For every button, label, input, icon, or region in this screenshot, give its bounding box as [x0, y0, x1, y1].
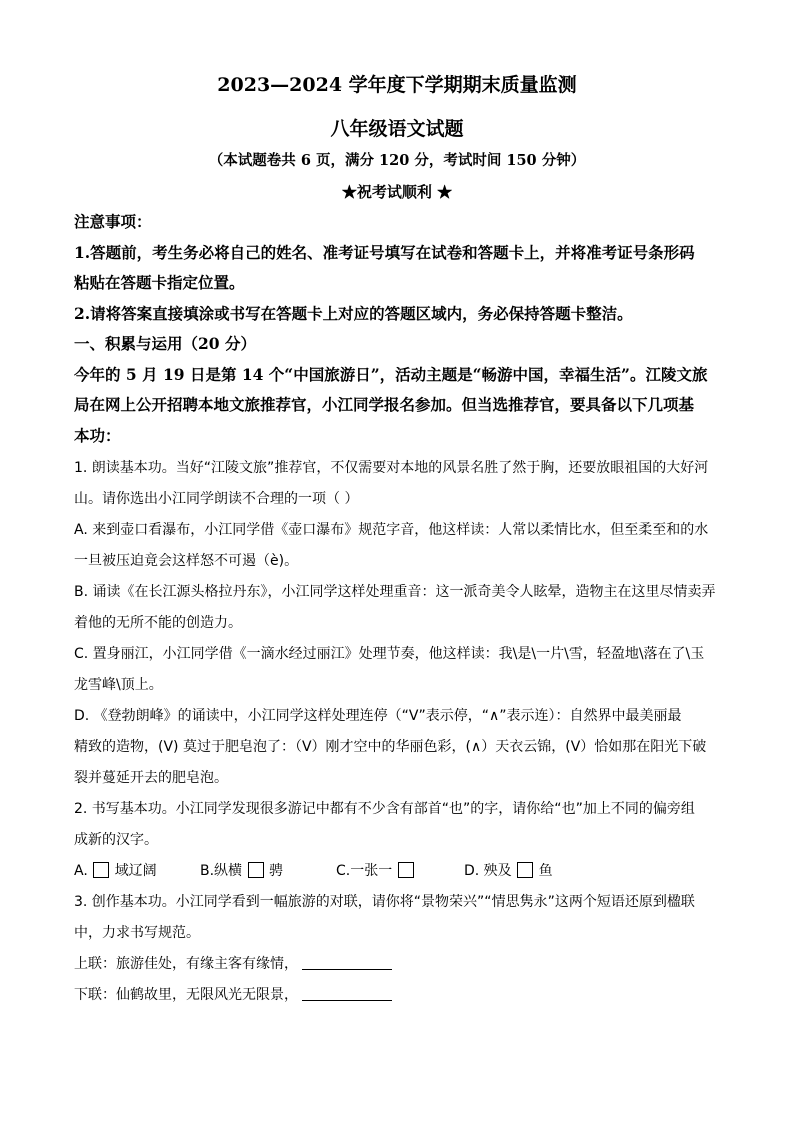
q1-stem-line2: 山。请你选出小江同学朗读不合理的一项（ ） [74, 491, 359, 507]
q2-stem-line1: 2. 书写基本功。小江同学发现很多游记中都有不少含有部首“也”的字，请你给“也”加上不同的偏旁组 [74, 801, 695, 817]
q2-option-d-answer-box[interactable] [517, 862, 533, 878]
q2-option-b-answer-box[interactable] [248, 862, 264, 878]
q1-option-b-line2: 着他的无所不能的创造力。 [74, 615, 242, 631]
q3-lower-text: 下联：仙鹤故里，无限风光无限景， [74, 987, 298, 1003]
section1-intro-line3: 本功： [74, 425, 121, 445]
q3-upper-blank[interactable] [302, 955, 392, 970]
q2-option-d-suffix: 鱼 [538, 863, 553, 879]
q2-option-a-prefix: A. [74, 863, 88, 879]
q1-option-d-line3: 裂并蔓延开去的肥皂泡。 [74, 770, 228, 786]
q2-option-b-prefix: B.纵横 [200, 863, 243, 879]
q1-option-a-line1: A. 来到壶口看瀑布，小江同学借《壶口瀑布》规范字音，他这样读：人常以柔情比水，但至柔至和的水 [74, 522, 709, 538]
q1-option-b-line1: B. 诵读《在长江源头格拉丹东》，小江同学这样处理重音：这一派奇美令人眩晕，造物主在这里尽情卖弄 [74, 584, 716, 600]
q1-option-d-line1: D. 《登勃朗峰》的诵读中，小江同学这样处理连停（“V”表示停，“∧”表示连）：自然界中最美丽最 [74, 708, 682, 724]
section1-heading: 一、积累与运用（20 分） [74, 334, 256, 353]
q2-option-b [200, 856, 283, 887]
q3-lower-blank[interactable] [302, 986, 392, 1001]
exam-title: 2023—2024 学年度下学期期末质量监测 [217, 74, 577, 96]
q1-option-c-line1: C. 置身丽江，小江同学借《一滴水经过丽江》处理节奏，他这样读：我\是\一片\雪，轻盈地\落在了\玉 [74, 646, 705, 662]
q3-stem-line2: 中，力求书写规范。 [74, 925, 200, 941]
notice-item2: 2.请将答案直接填涂或书写在答题卡上对应的答题区域内，务必保持答题卡整洁。 [74, 303, 633, 323]
q1-option-d-line2: 精致的造物，(V) 莫过于肥皂泡了：（V）刚才空中的华丽色彩，(∧）天衣云锦，(V）恰如那在阳光下破 [74, 739, 707, 755]
exam-info: （本试题卷共 6 页，满分 120 分，考试时间 150 分钟） [208, 152, 586, 169]
q2-option-a-suffix: 域辽阔 [114, 863, 157, 879]
q1-stem-line1: 1. 朗读基本功。当好“江陵文旅”推荐官，不仅需要对本地的风景名胜了然于胸，还要放眼祖国的大好河 [74, 460, 709, 476]
q3-lower-couplet [74, 980, 720, 1011]
q1-option-c-line2: 龙雪峰\顶上。 [74, 677, 163, 693]
q2-option-c-answer-box[interactable] [398, 862, 414, 878]
exam-content [74, 207, 720, 1011]
q2-option-c [336, 856, 415, 887]
notice-item1-line2: 粘贴在答题卡指定位置。 [74, 273, 245, 292]
q2-option-d [464, 856, 553, 887]
q2-option-d-prefix: D. 殃及 [464, 863, 512, 879]
q2-option-a-answer-box[interactable] [93, 862, 109, 878]
exam-wish: ★祝考试顺利 ★ [341, 183, 453, 201]
q3-stem-line1: 3. 创作基本功。小江同学看到一幅旅游的对联，请你将“景物荣兴”“情思隽永”这两个短语还原到楹联 [74, 894, 695, 910]
section1-intro-line1: 今年的 5 月 19 日是第 14 个“中国旅游日”，活动主题是“畅游中国，幸福生活”。江陵文旅 [74, 364, 708, 384]
exam-subtitle: 八年级语文试题 [330, 118, 464, 140]
q3-upper-text: 上联：旅游佳处，有缘主客有缘情， [74, 956, 298, 972]
q3-upper-couplet [74, 949, 720, 980]
q1-option-a-line2: 一旦被压迫竟会这样怒不可遏（è)。 [74, 553, 299, 569]
q2-option-a [74, 856, 157, 887]
q2-option-c-prefix: C.一张一 [336, 863, 393, 879]
q2-stem-line2: 成新的汉字。 [74, 832, 158, 848]
q2-options [74, 856, 720, 887]
notice-item1-line1: 1.答题前，考生务必将自己的姓名、准考证号填写在试卷和答题卡上，并将准考证号条形码 [74, 242, 695, 262]
notice-heading: 注意事项： [74, 212, 152, 231]
q2-option-b-suffix: 骋 [268, 863, 283, 879]
section1-intro-line2: 局在网上公开招聘本地文旅推荐官，小江同学报名参加。但当选推荐官，要具备以下几项基 [74, 395, 695, 414]
